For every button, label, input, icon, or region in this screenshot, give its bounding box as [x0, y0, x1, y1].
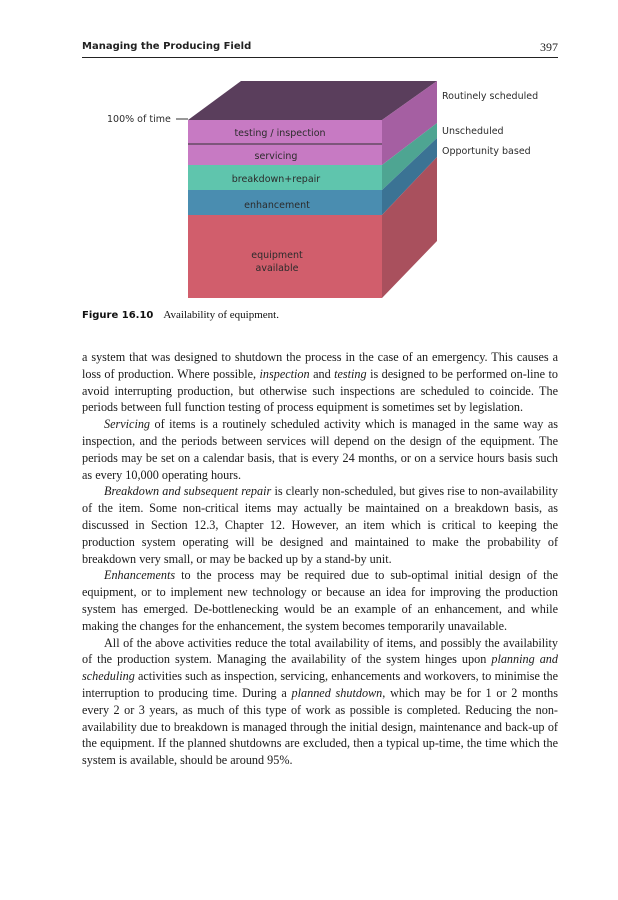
figure-caption	[82, 309, 279, 321]
caption-title: Availability of equipment.	[163, 309, 279, 321]
running-head	[82, 41, 558, 58]
label-breakdown-repair: breakdown+repair	[231, 174, 321, 185]
availability-block-diagram	[0, 60, 618, 310]
caption-number: Figure 16.10	[82, 310, 154, 321]
paragraph: All of the above activities reduce the total availability of items, and possibly the availability of the production system. Managing the availability of the system hinges upon planning and scheduling activities such as inspection, servicing, enhancements and workovers, to minimise the interruption to producing time. During a planned shutdown, which may be for 1 or 2 months every 2 or 3 years, as much of this type of work as possible is completed. Reducing the non-availability due to breakdown is managed through the initial design, maintenance and back-up of the equipment. If the planned shutdowns are excluded, then a typical up-time, the time which the system is available, should be around 95%.	[82, 635, 558, 768]
paragraph: Servicing of items is a routinely scheduled activity which is managed in the same way as inspection, and the periods between services will depend on the design of the equipment. The periods may be set on a calendar basis, that is every 24 months, or on a service hours basis such as every 10,000 operating hours.	[82, 417, 558, 482]
availability-figure	[0, 60, 618, 310]
page-number: 397	[540, 40, 558, 54]
label-enhancement: enhancement	[244, 200, 310, 211]
running-head-title: Managing the Producing Field	[82, 41, 252, 52]
label-routinely-scheduled: Routinely scheduled	[442, 91, 539, 102]
label-equipment: equipment	[251, 250, 303, 261]
label-testing-inspection: testing / inspection	[234, 128, 326, 139]
paragraph: a system that was designed to shutdown the process in the case of an emergency. This causes a loss of production. Where possible, inspection and testing is designed to be performed on-line to avoid interrupting production, but otherwise such inspections are scheduled to coincide. The periods between full function testing of process equipment is sometimes set by legislation.	[82, 350, 558, 415]
label-opportunity-based: Opportunity based	[442, 146, 531, 157]
label-100-percent-time: 100% of time	[107, 114, 171, 125]
label-servicing: servicing	[254, 151, 298, 162]
paragraph: Breakdown and subsequent repair is clearly non-scheduled, but gives rise to non-availability of the item. Some non-critical items may actually be maintained on a breakdown basis, as discussed in Section 12.3, Chapter 12. However, an item which is critical to keeping the production system operating will be designed and maintained to make the probability of breakdown very small, or may be backed up by a stand-by unit.	[82, 484, 559, 566]
paragraph: Enhancements to the process may be required due to sub-optimal initial design of the equipment, or to implement new technology or because an idea for improving the production system has emerged. De-bottlenecking would be an example of an enhancement, and while making the changes for the enhancement, the system becomes temporarily unavailable.	[82, 568, 558, 633]
label-available: available	[255, 263, 299, 274]
body-text	[82, 349, 558, 769]
label-unscheduled: Unscheduled	[442, 126, 504, 137]
